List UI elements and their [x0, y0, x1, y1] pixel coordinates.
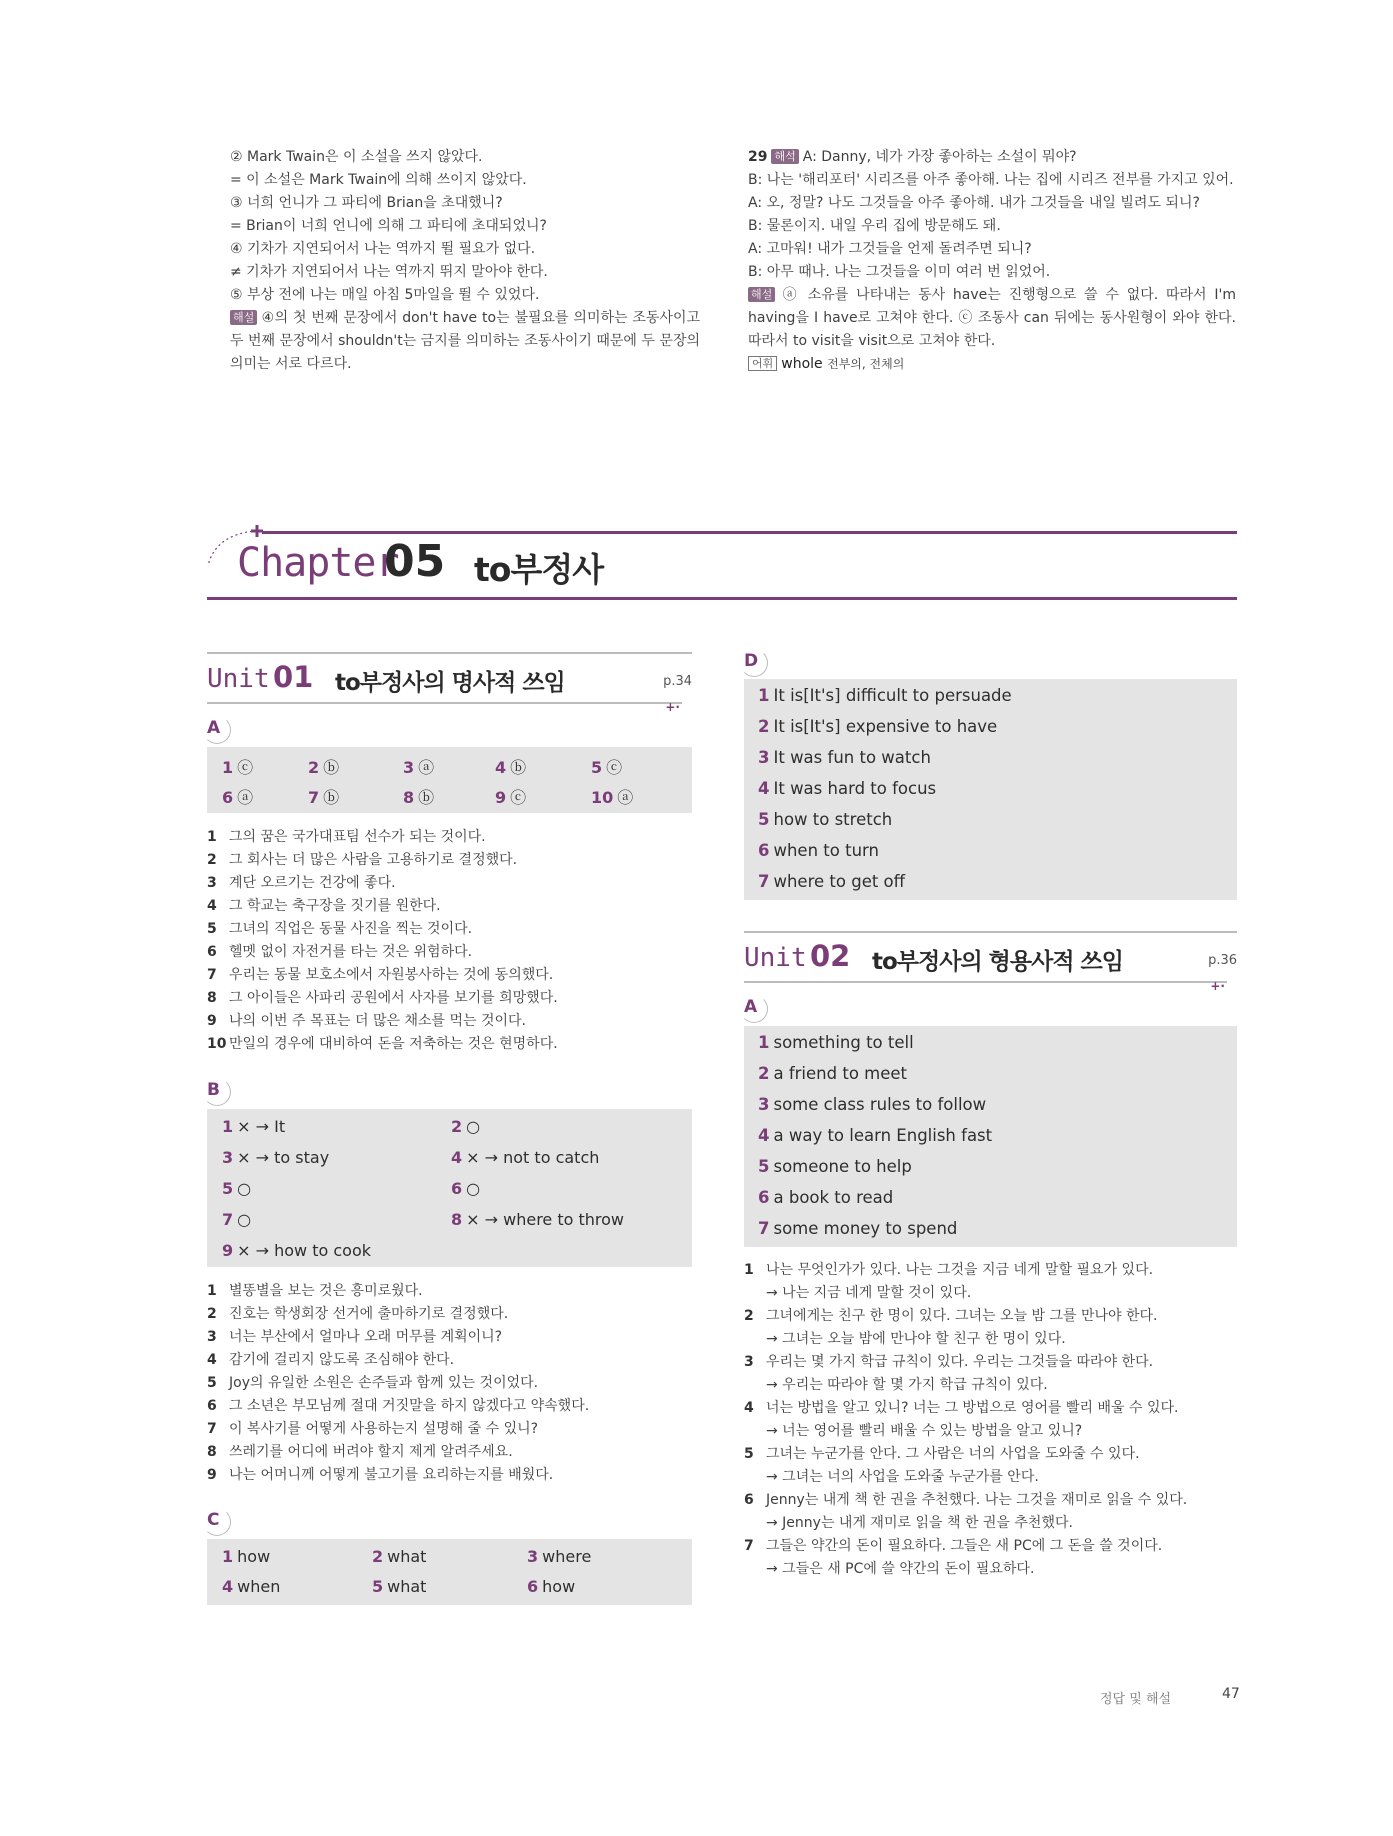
- chapter-title: to부정사: [474, 550, 604, 589]
- unit-bottom-rule: [207, 702, 682, 704]
- answer-row: 6 when to turn: [758, 841, 879, 860]
- chapter-word: Chapter: [237, 540, 399, 586]
- section-ring-icon: [740, 995, 768, 1023]
- dialogue-line: B: 나는 '해리포터' 시리즈를 아주 좋아해. 나는 집에 시리즈 전부를 가지고 있어.: [748, 172, 1234, 188]
- answer-row: 6 a book to read: [758, 1188, 894, 1207]
- translation-item: 4 감기에 걸리지 않도록 조심해야 한다.: [207, 1352, 455, 1368]
- translation-item: 3 우리는 몇 가지 학급 규칙이 있다. 우리는 그것들을 따라야 한다.: [744, 1354, 1154, 1370]
- unit-title: to부정사의 명사적 쓰임: [335, 670, 565, 696]
- answer-row: 1 It is[It's] difficult to persuade: [758, 686, 1012, 705]
- answer-cell: 1 × → It: [222, 1117, 286, 1136]
- explanation-text: ⓐ 소유를 나타내는 동사 have는 진행형으로 쓸 수 없다. 따라서 I'm having을 I have로 고쳐야 한다. ⓒ 조동사 can 뒤에는 동사원형이 와야 한다. 따라서 to visit을 visit으로 고쳐야 한다.: [748, 287, 1236, 349]
- explanation-text: ④의 첫 번째 문장에서 don't have to는 불필요를 의미하는 조동사이고 두 번째 문장에서 shouldn't는 금지를 의미하는 조동사이기 때문에 두 문장의 의미는 서로 다르다.: [230, 310, 700, 372]
- answer-cell: 1 ⓒ: [222, 758, 254, 777]
- text-line: = Brian이 너희 언니에 의해 그 파티에 초대되었니?: [230, 218, 547, 234]
- chapter-bottom-rule: [207, 597, 1237, 600]
- answer-cell: 10 ⓐ: [591, 788, 634, 807]
- translation-item: 4 그 학교는 축구장을 짓기를 원한다.: [207, 898, 441, 914]
- section-ring-icon: [203, 1078, 231, 1106]
- translation-result: → 그녀는 너의 사업을 도와줄 누군가를 안다.: [766, 1469, 1039, 1485]
- explanation-paragraph: [230, 307, 700, 376]
- text-line: ≠ 기차가 지연되어서 나는 역까지 뛰지 말아야 한다.: [230, 264, 548, 280]
- answer-cell: 4 ⓑ: [495, 758, 527, 777]
- section-label-d: D: [744, 651, 758, 671]
- answer-cell: 4 when: [222, 1577, 281, 1596]
- answer-box-c: [207, 1539, 692, 1605]
- dialogue-line: A: 고마워! 내가 그것들을 언제 돌려주면 되니?: [748, 241, 1032, 257]
- answer-cell: 9 ⓒ: [495, 788, 527, 807]
- unit-page-ref: p.36: [1208, 953, 1237, 968]
- translation-item: 3 계단 오르기는 건강에 좋다.: [207, 875, 396, 891]
- dialogue-line: B: 아무 때나. 나는 그것들을 이미 여러 번 읽었어.: [748, 264, 1051, 280]
- unit-02-header: [744, 937, 1237, 993]
- translation-item: 6 Jenny는 내게 책 한 권을 추천했다. 나는 그것을 재미로 읽을 수 있다.: [744, 1492, 1188, 1508]
- text-line: = 이 소설은 Mark Twain에 의해 쓰이지 않았다.: [230, 172, 527, 188]
- section-label-c: C: [207, 1510, 219, 1530]
- section-label-b: B: [207, 1080, 220, 1100]
- answer-cell: 7 ○: [222, 1210, 252, 1229]
- translation-result: → 너는 영어를 빨리 배울 수 있는 방법을 알고 있니?: [766, 1423, 1083, 1439]
- translation-list-b: [207, 1280, 692, 1487]
- translation-list-a: [207, 826, 692, 1056]
- translation-item: 7 이 복사기를 어떻게 사용하는지 설명해 줄 수 있니?: [207, 1421, 539, 1437]
- translation-item: 1 그의 꿈은 국가대표팀 선수가 되는 것이다.: [207, 829, 486, 845]
- section-ring-icon: [203, 1508, 231, 1536]
- translation-item: 5 그녀의 직업은 동물 사진을 찍는 것이다.: [207, 921, 473, 937]
- answer-row: 4 It was hard to focus: [758, 779, 937, 798]
- top-left-explanation: [230, 146, 700, 376]
- section-label-a2: A: [744, 997, 757, 1017]
- unit-number: 02: [810, 939, 851, 973]
- unit-bottom-rule: [744, 981, 1227, 983]
- chapter-top-rule: [262, 531, 1237, 534]
- translation-item: 7 우리는 동물 보호소에서 자원봉사하는 것에 동의했다.: [207, 967, 554, 983]
- answer-cell: 6 ○: [451, 1179, 481, 1198]
- answer-row: 2 It is[It's] expensive to have: [758, 717, 998, 736]
- answer-cell: 3 × → to stay: [222, 1148, 330, 1167]
- answer-cell: 2 ○: [451, 1117, 481, 1136]
- translation-result: → 그들은 새 PC에 쓸 약간의 돈이 필요하다.: [766, 1561, 1035, 1577]
- vocabulary-tag: 어휘: [748, 356, 777, 371]
- section-ring-icon: [740, 649, 768, 677]
- answer-cell: 6 ⓐ: [222, 788, 254, 807]
- answer-cell: 1 how: [222, 1547, 271, 1566]
- answer-row: 7 where to get off: [758, 872, 906, 891]
- unit-top-rule: [744, 931, 1237, 933]
- vocabulary-word: whole: [781, 356, 823, 372]
- answer-box-b: [207, 1109, 692, 1267]
- translation-item: 6 헬멧 없이 자전거를 타는 것은 위험하다.: [207, 944, 473, 960]
- explanation-tag: 해설: [230, 310, 257, 325]
- translation-item: 4 너는 방법을 알고 있니? 너는 그 방법으로 영어를 빨리 배울 수 있다.: [744, 1400, 1179, 1416]
- answer-cell: 5 ○: [222, 1179, 252, 1198]
- translation-item: 6 그 소년은 부모님께 절대 거짓말을 하지 않겠다고 약속했다.: [207, 1398, 590, 1414]
- unit-top-rule: [207, 652, 692, 654]
- unit-word: Unit: [744, 943, 807, 973]
- answer-cell: 2 what: [372, 1547, 427, 1566]
- unit-number: 01: [273, 660, 314, 694]
- translation-item: 8 그 아이들은 사파리 공원에서 사자를 보기를 희망했다.: [207, 990, 558, 1006]
- answer-cell: 3 ⓐ: [403, 758, 435, 777]
- answer-cell: 9 × → how to cook: [222, 1241, 372, 1260]
- translation-item: 9 나는 어머니께 어떻게 불고기를 요리하는지를 배웠다.: [207, 1467, 554, 1483]
- answer-box-a2: [744, 1026, 1237, 1247]
- plus-icon: +·: [665, 700, 680, 714]
- answer-row: 3 It was fun to watch: [758, 748, 931, 767]
- top-right-explanation: [748, 146, 1236, 376]
- answer-cell: 5 ⓒ: [591, 758, 623, 777]
- translation-result: → Jenny는 내게 재미로 읽을 책 한 권을 추천했다.: [766, 1515, 1073, 1531]
- answer-box-d: [744, 679, 1237, 900]
- translation-item: 2 그 회사는 더 많은 사람을 고용하기로 결정했다.: [207, 852, 518, 868]
- answer-cell: 4 × → not to catch: [451, 1148, 600, 1167]
- explanation-tag: 해설: [748, 287, 775, 302]
- translation-item: 5 그녀는 누군가를 안다. 그 사람은 너의 사업을 도와줄 수 있다.: [744, 1446, 1140, 1462]
- vocabulary-meaning: 전부의, 전체의: [827, 357, 905, 371]
- translation-item: 8 쓰레기를 어디에 버려야 할지 제게 알려주세요.: [207, 1444, 513, 1460]
- answer-cell: 8 × → where to throw: [451, 1210, 625, 1229]
- unit-word: Unit: [207, 664, 270, 694]
- unit-01-header: [207, 658, 692, 714]
- translation-list-a2: [744, 1259, 1237, 1581]
- answer-cell: 2 ⓑ: [308, 758, 340, 777]
- explanation-paragraph: [748, 284, 1236, 353]
- answer-row: 4 a way to learn English fast: [758, 1126, 993, 1145]
- translation-item: 2 진호는 학생회장 선거에 출마하기로 결정했다.: [207, 1306, 509, 1322]
- text-line: ⑤ 부상 전에 나는 매일 아침 5마일을 뛸 수 있었다.: [230, 287, 540, 303]
- page-number: 47: [1222, 1686, 1240, 1702]
- answer-row: 5 someone to help: [758, 1157, 912, 1176]
- answer-row: 1 something to tell: [758, 1033, 914, 1052]
- translation-item: 2 그녀에게는 친구 한 명이 있다. 그녀는 오늘 밤 그를 만나야 한다.: [744, 1308, 1158, 1324]
- translation-item: 1 나는 무엇인가가 있다. 나는 그것을 지금 네게 말할 필요가 있다.: [744, 1262, 1154, 1278]
- answer-cell: 7 ⓑ: [308, 788, 340, 807]
- answer-cell: 3 where: [527, 1547, 592, 1566]
- translation-result: → 그녀는 오늘 밤에 만나야 할 친구 한 명이 있다.: [766, 1331, 1066, 1347]
- text-line: ③ 너희 언니가 그 파티에 Brian을 초대했니?: [230, 195, 503, 211]
- answer-row: 7 some money to spend: [758, 1219, 958, 1238]
- dialogue-line: A: 오, 정말? 나도 그것들을 아주 좋아해. 내가 그것들을 내일 빌려도 되니?: [748, 195, 1200, 211]
- answer-cell: 5 what: [372, 1577, 427, 1596]
- answer-cell: 6 how: [527, 1577, 576, 1596]
- answer-row: 2 a friend to meet: [758, 1064, 907, 1083]
- question-number: 29: [748, 149, 768, 165]
- answer-row: 3 some class rules to follow: [758, 1095, 987, 1114]
- unit-title: to부정사의 형용사적 쓰임: [872, 949, 1123, 975]
- translation-tag: 해석: [771, 149, 798, 164]
- dialogue-line: B: 물론이지. 내일 우리 집에 방문해도 돼.: [748, 218, 1001, 234]
- unit-page-ref: p.34: [663, 674, 692, 689]
- footer-label: 정답 및 해설: [1100, 1692, 1172, 1707]
- section-ring-icon: [203, 716, 231, 744]
- plus-icon: +·: [1210, 979, 1225, 993]
- translation-item: 1 별똥별을 보는 것은 흥미로웠다.: [207, 1283, 423, 1299]
- answer-box-a: [207, 747, 692, 813]
- vocabulary-line: [748, 353, 1236, 376]
- translation-item: 5 Joy의 유일한 소원은 손주들과 함께 있는 것이었다.: [207, 1375, 539, 1391]
- translation-item: 3 너는 부산에서 얼마나 오래 머무를 계획이니?: [207, 1329, 503, 1345]
- translation-result: → 나는 지금 네게 말할 것이 있다.: [766, 1285, 972, 1301]
- translation-item: 10 만일의 경우에 대비하여 돈을 저축하는 것은 현명하다.: [207, 1036, 558, 1052]
- answer-cell: 8 ⓑ: [403, 788, 435, 807]
- section-label-a: A: [207, 718, 220, 738]
- translation-result: → 우리는 따라야 할 몇 가지 학급 규칙이 있다.: [766, 1377, 1048, 1393]
- answer-row: 5 how to stretch: [758, 810, 893, 829]
- dialogue-line: A: Danny, 네가 가장 좋아하는 소설이 뭐야?: [802, 149, 1077, 165]
- text-line: ② Mark Twain은 이 소설을 쓰지 않았다.: [230, 149, 483, 165]
- translation-item: 9 나의 이번 주 목표는 더 많은 채소를 먹는 것이다.: [207, 1013, 527, 1029]
- chapter-number: 05: [384, 536, 446, 587]
- dialogue-first-line: [748, 146, 1236, 169]
- translation-item: 7 그들은 약간의 돈이 필요하다. 그들은 새 PC에 그 돈을 쓸 것이다.: [744, 1538, 1163, 1554]
- text-line: ④ 기차가 지연되어서 나는 역까지 뛸 필요가 없다.: [230, 241, 536, 257]
